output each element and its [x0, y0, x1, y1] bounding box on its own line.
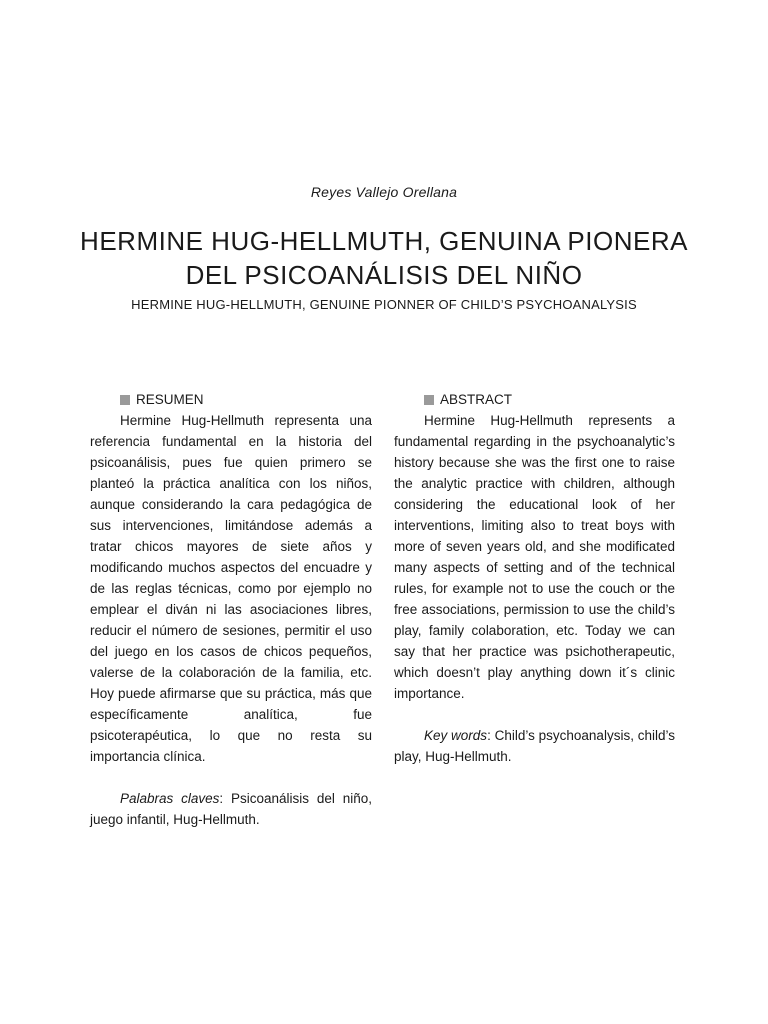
abstract-heading-label: ABSTRACT	[440, 392, 513, 407]
abstract-heading	[394, 389, 675, 410]
resumen-body: Hermine Hug-Hellmuth representa una referencia fundamental en la historia del psicoanálisis, pues fue quien primero se planteó la práctica analítica con los niños, aunque considerando la cara pedagógica de sus intervenciones, limitándose además a tratar chicos mayores de siete años y modificando muchos aspectos del encuadre y de las reglas técnicas, como por ejemplo no emplear el diván ni las asociaciones libres, reducir el número de sesiones, permitir el uso del juego en los casos de chicos pequeños, valerse de la colaboración de la familia, etc. Hoy puede afirmarse que su práctica, más que específicamente analítica, fue psicoterapéutica, lo que no resta su importancia clínica.	[90, 413, 372, 764]
resumen-keywords-text: : Psicoanálisis del niño, juego infantil, Hug-Hellmuth.	[90, 791, 372, 827]
abstract-keywords	[394, 725, 675, 767]
square-bullet-icon	[120, 395, 130, 405]
author-name: Reyes Vallejo Orellana	[310, 184, 458, 200]
resumen-keywords	[90, 788, 372, 830]
resumen-keywords-label: Palabras claves	[120, 791, 220, 806]
resumen-section	[90, 389, 372, 830]
abstract-body: Hermine Hug-Hellmuth represents a fundamental regarding in the psychoanalytic’s history because she was the first one to raise the analytic practice with children, although considering the educational look of her interventions, limiting also to treat boys with more of seven years old, and she modificated many aspects of setting and of the technical rules, for example not to use the couch or the free associations, permission to use the child’s play, family colaboration, etc. Today we can say that her practice was psichotherapeutic, which doesn’t play anything down it´s clinic importance.	[394, 413, 675, 701]
resumen-heading	[90, 389, 372, 410]
resumen-heading-label: RESUMEN	[136, 392, 204, 407]
abstract-keywords-text: : Child’s psychoanalysis, child’s play, Hug-Hellmuth.	[394, 728, 675, 764]
title-line-1: HERMINE HUG-HELLMUTH, GENUINA PIONERA	[80, 226, 688, 256]
title-line-2: DEL PSICOANÁLISIS DEL NIÑO	[185, 260, 583, 290]
article-title	[60, 224, 708, 292]
square-bullet-icon	[424, 395, 434, 405]
article-subtitle: HERMINE HUG-HELLMUTH, GENUINE PIONNER OF CHILD’S PSYCHOANALYSIS	[131, 297, 637, 312]
abstract-section	[394, 389, 675, 767]
abstract-keywords-label: Key words	[424, 728, 488, 743]
